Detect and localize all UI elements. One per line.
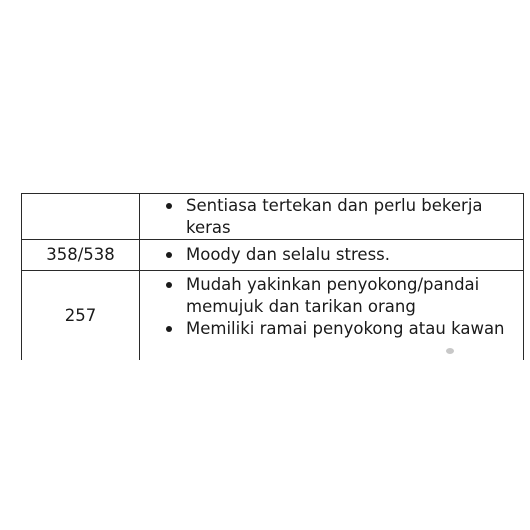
number-cell: 257 xyxy=(22,271,140,361)
bullet-dot-icon xyxy=(166,282,172,288)
bullet-text: Moody dan selalu stress. xyxy=(186,245,391,264)
bullet-list xyxy=(140,274,523,340)
bullet-dot-icon xyxy=(166,203,172,209)
bullet-dot-icon xyxy=(166,326,172,332)
traits-cell xyxy=(140,194,524,240)
traits-cell xyxy=(140,240,524,271)
bullet-text: Mudah yakinkan penyokong/pandai memujuk dan tarikan orang xyxy=(186,275,480,316)
traits-cell xyxy=(140,271,524,361)
bullet-item xyxy=(162,274,523,318)
bullet-item xyxy=(162,195,523,239)
bullet-list xyxy=(140,244,523,266)
table-row xyxy=(22,194,524,240)
bullet-item xyxy=(162,244,523,266)
number-cell: 358/538 xyxy=(22,240,140,271)
bullet-text: Sentiasa tertekan dan perlu bekerja keras xyxy=(186,196,483,237)
traits-table xyxy=(21,193,524,360)
smudge-mark xyxy=(446,348,454,354)
bullet-list xyxy=(140,194,523,239)
bullet-dot-icon xyxy=(166,252,172,258)
number-cell xyxy=(22,194,140,240)
bullet-text: Memiliki ramai penyokong atau kawan xyxy=(186,319,505,338)
table-row xyxy=(22,240,524,271)
table-row xyxy=(22,271,524,361)
bullet-item xyxy=(162,318,523,340)
